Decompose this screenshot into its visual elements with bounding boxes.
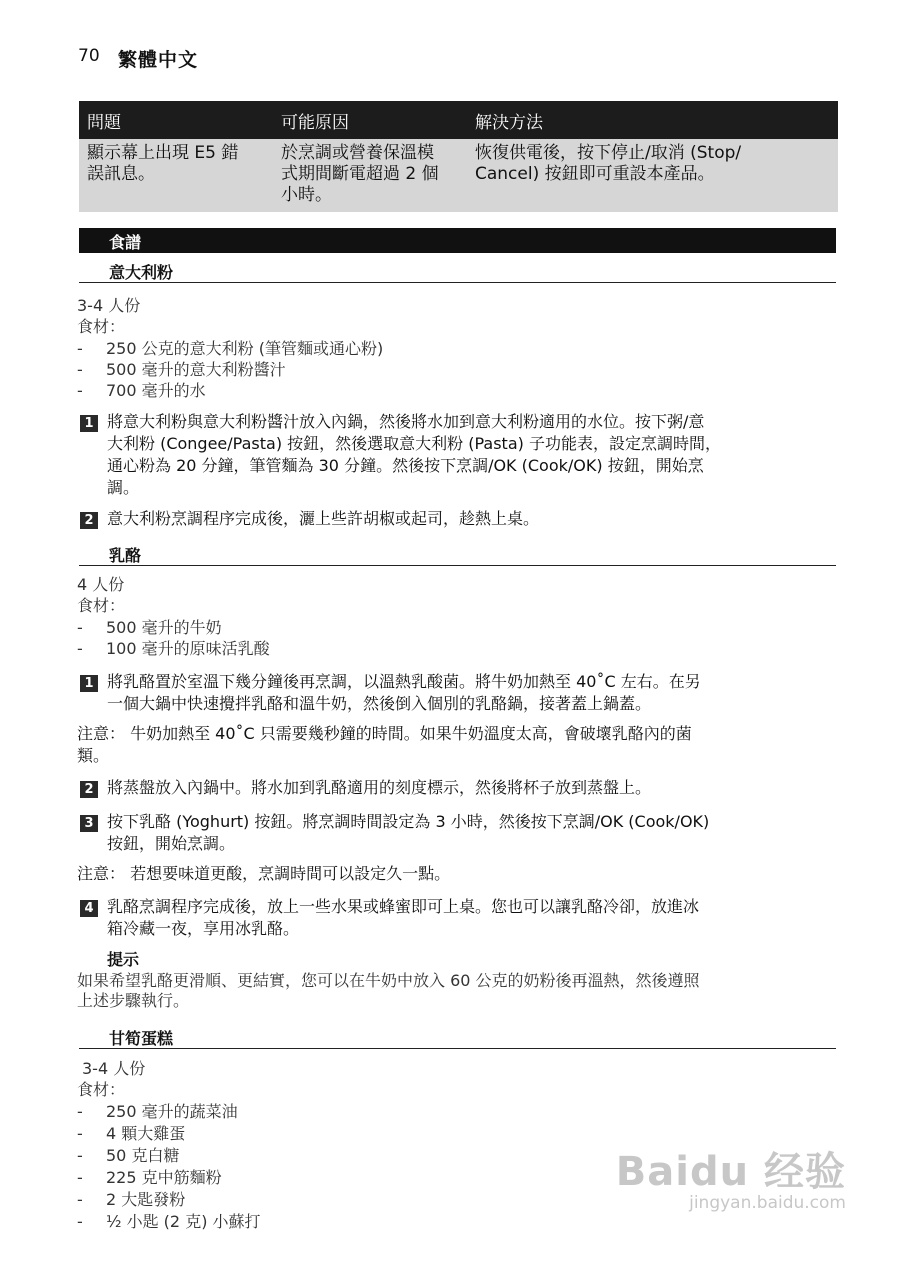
step-number-badge: 1: [80, 675, 98, 692]
pasta-step-2: 意大利粉烹調程序完成後，灑上些許胡椒或起司，趁熱上桌。: [107, 509, 540, 528]
cell-solution: 恢復供電後，按下停止/取消 (Stop/ Cancel) 按鈕即可重設本產品。: [467, 139, 838, 212]
step-number-badge: 3: [80, 815, 98, 832]
list-item: - 225 克中筋麵粉: [77, 1168, 222, 1187]
yoghurt-heading: 乳酪: [79, 541, 836, 566]
table-row: [79, 139, 838, 212]
section-title: 食譜: [109, 233, 142, 252]
carrot-cake-servings: 3-4 人份: [82, 1059, 146, 1078]
cell-problem: 顯示幕上出現 E5 錯 誤訊息。: [79, 139, 273, 212]
list-item: - 500 毫升的牛奶: [77, 618, 222, 637]
carrot-cake-heading: 甘筍蛋糕: [79, 1024, 836, 1049]
list-item: - 2 大匙發粉: [77, 1190, 186, 1209]
watermark-brand: Baidu 经验: [615, 1149, 846, 1195]
table-header-row: [79, 101, 838, 139]
yoghurt-ingredients-label: 食材：: [77, 596, 126, 615]
tip-title: 提示: [107, 950, 140, 969]
watermark-url: jingyan.baidu.com: [689, 1193, 846, 1213]
section-title-bar: [79, 228, 836, 253]
pasta-heading: 意大利粉: [79, 258, 836, 283]
pasta-ingredients-label: 食材：: [77, 317, 126, 336]
list-item: - ½ 小匙 (2 克) 小蘇打: [77, 1212, 261, 1231]
yoghurt-servings: 4 人份: [77, 575, 125, 594]
tip-text: 如果希望乳酪更滑順、更結實，您可以在牛奶中放入 60 公克的奶粉後再溫熱，然後遵照 上述步驟執行。: [77, 971, 700, 1010]
page-number: 70: [78, 46, 100, 66]
list-item: - 500 毫升的意大利粉醬汁: [77, 360, 286, 379]
yoghurt-step-4: 乳酪烹調程序完成後，放上一些水果或蜂蜜即可上桌。您也可以讓乳酪冷卻，放進冰 箱冷藏一夜，享用冰乳酪。: [107, 897, 700, 938]
cell-cause: 於烹調或營養保溫模 式期間斷電超過 2 個 小時。: [273, 139, 467, 212]
header-solution: 解決方法: [467, 101, 838, 139]
pasta-servings: 3-4 人份: [77, 296, 141, 315]
yoghurt-note-2: 注意： 若想要味道更酸，烹調時間可以設定久一點。: [77, 864, 451, 883]
step-number-badge: 4: [80, 900, 98, 917]
baidu-watermark: [616, 1140, 846, 1213]
page-language: 繁體中文: [118, 49, 199, 71]
header-cause: 可能原因: [273, 101, 467, 139]
list-item: - 250 毫升的蔬菜油: [77, 1102, 238, 1121]
carrot-cake-ingredients-label: 食材：: [77, 1080, 126, 1099]
yoghurt-step-3: 按下乳酪 (Yoghurt) 按鈕。將烹調時間設定為 3 小時，然後按下烹調/OK (Cook/OK) 按鈕，開始烹調。: [107, 812, 710, 853]
list-item: - 50 克白糖: [77, 1146, 180, 1165]
yoghurt-step-2: 將蒸盤放入內鍋中。將水加到乳酪適用的刻度標示，然後將杯子放到蒸盤上。: [107, 778, 652, 797]
yoghurt-note-1: 注意： 牛奶加熱至 40˚C 只需要幾秒鐘的時間。如果牛奶溫度太高，會破壞乳酪內的菌 類。: [77, 724, 692, 765]
header-problem: 問題: [79, 101, 273, 139]
list-item: - 100 毫升的原味活乳酸: [77, 639, 270, 658]
list-item: - 4 顆大雞蛋: [77, 1124, 186, 1143]
troubleshooting-table: [79, 101, 838, 212]
yoghurt-step-1: 將乳酪置於室溫下幾分鐘後再烹調，以溫熱乳酸菌。將牛奶加熱至 40˚C 左右。在另 一個大鍋中快速攪拌乳酪和溫牛奶，然後倒入個別的乳酪鍋，接著蓋上鍋蓋。: [107, 672, 701, 713]
step-number-badge: 2: [80, 512, 98, 529]
step-number-badge: 2: [80, 781, 98, 798]
list-item: - 700 毫升的水: [77, 381, 206, 400]
list-item: - 250 公克的意大利粉 (筆管麵或通心粉): [77, 339, 384, 358]
pasta-step-1: 將意大利粉與意大利粉醬汁放入內鍋，然後將水加到意大利粉適用的水位。按下粥/意 大利粉 (Congee/Pasta) 按鈕，然後選取意大利粉 (Pasta) 子功能表，設定烹調時間， 通心粉為 20 分鐘，筆管麵為 30 分鐘。然後按下烹調/OK (Cook/OK) 按鈕，開始烹 調。: [107, 412, 721, 497]
step-number-badge: 1: [80, 415, 98, 432]
